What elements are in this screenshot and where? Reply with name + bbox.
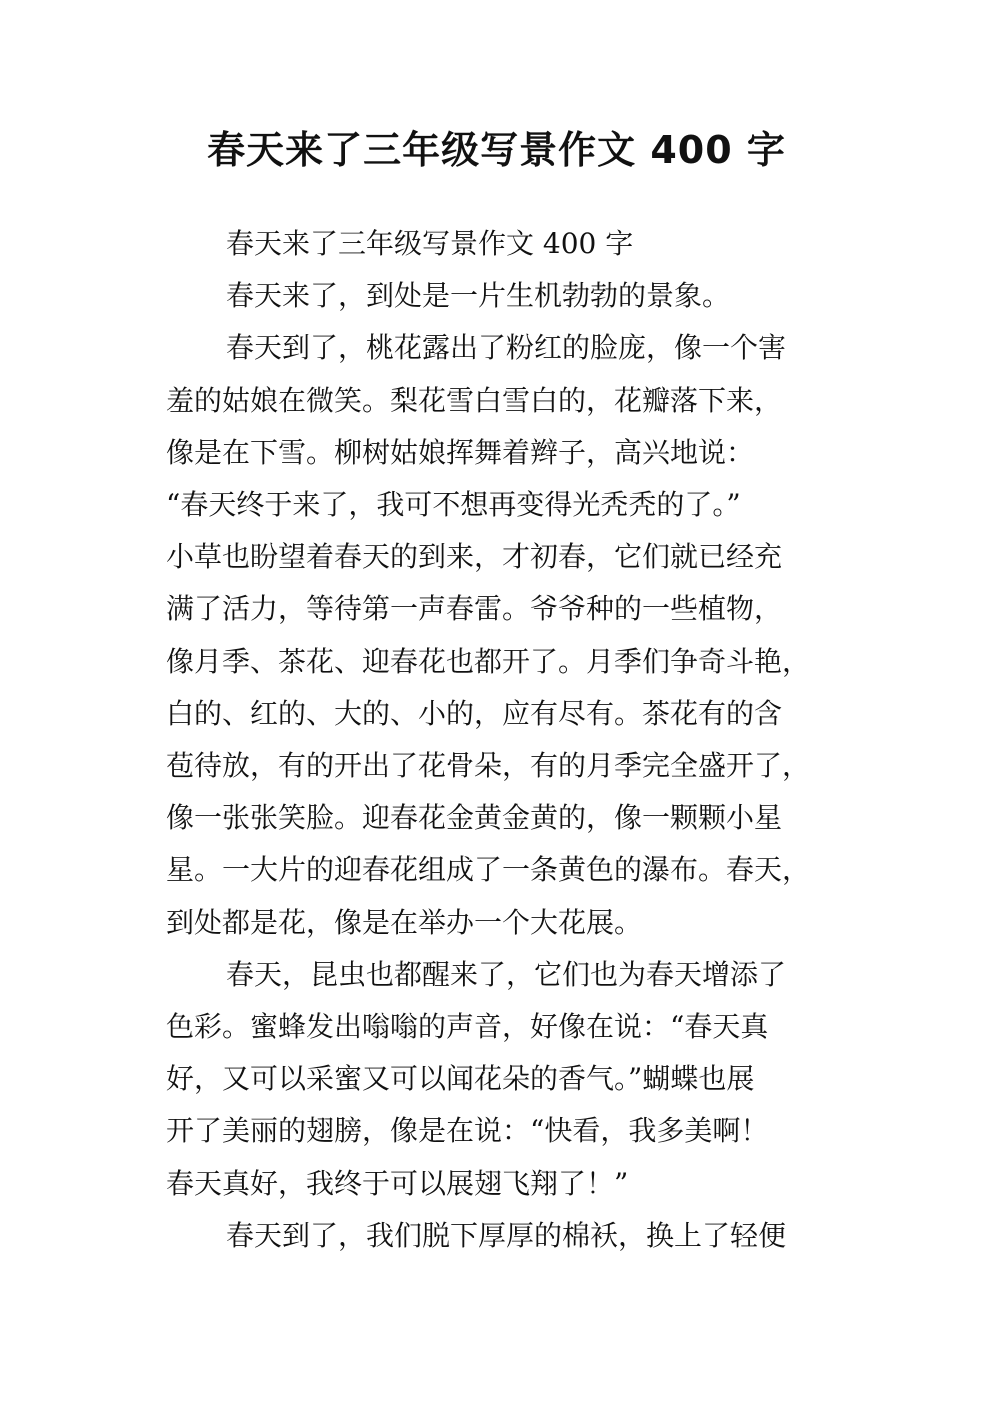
text-line: 色彩。蜜蜂发出嗡嗡的声音，好像在说：“春天真 — [166, 1010, 769, 1044]
text-line: 满了活力，等待第一声春雷。爷爷种的一些植物， — [166, 592, 783, 626]
text-line: 春天，昆虫也都醒来了，它们也为春天增添了 — [226, 957, 787, 991]
text-line: 小草也盼望着春天的到来，才初春，它们就已经充 — [166, 540, 783, 574]
text-line: 春天来了，到处是一片生机勃勃的景象。 — [226, 279, 731, 313]
text-line: 羞的姑娘在微笑。梨花雪白雪白的，花瓣落下来， — [166, 383, 783, 417]
text-line: “春天终于来了，我可不想再变得光秃秃的了。” — [166, 488, 741, 522]
text-line: 像是在下雪。柳树姑娘挥舞着辫子，高兴地说： — [166, 435, 755, 469]
text-line: 到处都是花，像是在举办一个大花展。 — [166, 905, 643, 939]
text-line: 像一张张笑脸。迎春花金黄金黄的，像一颗颗小星 — [166, 801, 783, 835]
text-line: 好，又可以采蜜又可以闻花朵的香气。”蝴蝶也展 — [166, 1062, 755, 1096]
document-body — [166, 218, 846, 1262]
text-line: 星。一大片的迎春花组成了一条黄色的瀑布。春天， — [166, 853, 811, 887]
text-line: 开了美丽的翅膀，像是在说：“快看，我多美啊！ — [166, 1114, 769, 1148]
document-title: 春天来了三年级写景作文 400 字 — [207, 128, 786, 172]
text-line: 像月季、茶花、迎春花也都开了。月季们争奇斗艳， — [166, 644, 811, 678]
text-line: 春天到了，桃花露出了粉红的脸庞，像一个害 — [226, 331, 787, 365]
text-line: 春天真好，我终于可以展翅飞翔了！” — [166, 1166, 629, 1200]
text-line: 白的、红的、大的、小的，应有尽有。茶花有的含 — [166, 696, 783, 730]
text-line: 苞待放，有的开出了花骨朵，有的月季完全盛开了， — [166, 749, 811, 783]
text-line: 春天来了三年级写景作文 400 字 — [226, 227, 634, 260]
text-line: 春天到了，我们脱下厚厚的棉袄，换上了轻便 — [226, 1218, 787, 1252]
